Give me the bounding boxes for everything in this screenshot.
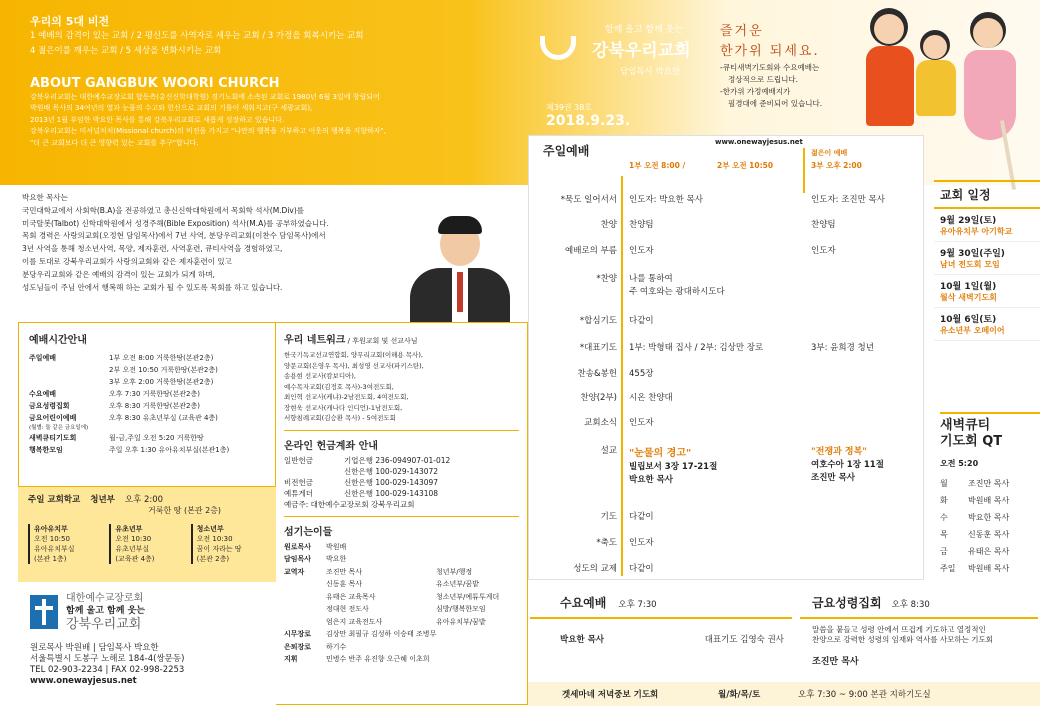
church-id [30,592,270,687]
offering-key: 비전헌금 [284,477,313,487]
offering-account: 기업은행 236-094907-01-012 [344,455,451,465]
church-schedule [934,180,1040,341]
dept-floor: (본관 1층) [34,555,67,563]
offering-key: 예튜게더 [284,488,313,498]
part3-label: 3부 오후 2:00 [811,161,862,170]
wed-time: 오후 7:30 [618,600,657,610]
bio-line: 성도님들이 주님 안에서 행복해 하는 교회가 될 수 있도록 목회를 하고 있습니다. [22,282,283,292]
bio-line: 미국탈봇(Talbot) 신학대학원에서 성경주해(Bible Exposition) 석사(M.A)를 공부하였습니다. [22,218,329,228]
youth-place: 거룩한 땅 (본관 2층) [148,506,222,515]
order-label: *합심기도 [579,316,617,326]
event-date: 10월 6일(토) [940,315,997,325]
sunday-school-box [18,487,276,582]
staff-name: 유태은 교육목사 [326,592,376,601]
qt-day: 금 [940,547,948,556]
qt-leader: 박요한 목사 [968,513,1010,522]
order-content: 다같이 [629,316,654,326]
worship-row [29,388,265,400]
offering-holder: 예금주: 대한예수교장로회 강북우리교회 [284,499,415,509]
staff-role: 담임목사 [284,555,312,563]
issue-info [546,102,630,129]
sermon-preacher: 박요한 목사 [629,475,674,485]
order-content: 인도자: 박요한 목사 [629,195,703,205]
fri-time: 오후 8:30 [891,600,930,610]
sermon-title: "눈물의 경고" [629,448,692,459]
sermon-scripture: 빌립보서 3장 17-21절 [629,462,718,472]
about-line: 강북우리교회는 미셔널처치(Missional church)의 비전을 가지고 "나만의 행복을 거부하고 이웃의 행복을 지향하자", [30,127,387,135]
staff-name: 엄은지 교육전도사 [326,617,383,626]
event-date: 9월 29일(토) [940,216,997,226]
worship-times-title: 예배시간안내 [29,335,87,346]
event-date: 10월 1일(월) [940,282,997,292]
church-id-logo [30,592,270,631]
schedule-title: 교회 일정 [934,180,1040,209]
order-label: *축도 [596,538,617,548]
church-pastors: 원로목사 박원배 | 담임목사 박요한 [30,643,159,653]
gethsemane-days: 월/화/목/토 [718,690,761,700]
youth-time: 오후 2:00 [124,495,164,505]
order-content-3: 3부: 윤희경 청년 [811,343,874,353]
order-label: 찬양 [600,220,617,230]
offering-account: 신한은행 100-029-143072 [344,466,439,476]
chuseok-note: 필경대에 준비되어 있습니다. [728,99,823,108]
dept-time: 오전 10:30 [115,535,152,543]
worship-row [29,432,265,444]
order-label: 기도 [600,512,617,522]
fri-desc: 말씀을 붙들고 성령 안에서 뜨겁게 기도하고 열정적인 [812,625,986,634]
qt-day: 목 [940,530,948,539]
schedule-event [934,242,1040,275]
church-address: 서울특별시 도봉구 노해로 184-4(쌍문동) [30,654,185,664]
order-title: 주일예배 [543,144,590,158]
staff-duty: 청소년부/예튜투게더 [436,592,500,601]
sermon-scripture-3: 여호수아 1장 11절 [811,460,884,470]
network-line: 예수목자교회(김정호 목사)-3여전도회, [284,382,394,391]
order-content-3: 찬양팀 [811,220,836,230]
order-content-3: 인도자 [811,246,836,256]
order-content-3: 인도자: 조진만 목사 [811,195,885,205]
fri-title: 금요성령집회 [812,596,882,610]
dept-place: 유아유치부실 [34,545,75,553]
worship-row-key [29,376,109,388]
qt-subtitle: 기도회 QT [940,434,1003,449]
church-slogan: 함께 울고 함께 웃는 [66,606,145,616]
vision-line: 4 젊은이를 깨우는 교회 / 5 세상을 변화시키는 교회 [30,46,222,56]
bio-line: 국민대학교에서 사회학(B.A)을 전공하였고 총신신학대학원에서 목회학 석사(M.Div)를 [22,205,305,215]
network-subtitle: / 후원교회 및 선교사님 [347,337,418,345]
chuseok-greeting [720,22,860,110]
about-line: "더 큰 교회보다 더 큰 영향력 있는 교회를 추구"합니다. [30,138,199,147]
order-content: 시온 찬양대 [629,393,673,403]
worship-row [29,352,265,364]
vision-title: 우리의 5대 비전 [30,15,110,28]
network-line: 장현욱 선교사(캐나다 인디언)-1남전도회, [284,403,403,412]
offering-account: 신한은행 100-029-143097 [344,477,439,487]
church-name: 강북우리교회 [66,617,142,632]
sunday-order [528,135,924,580]
staff-role: 은퇴장로 [284,642,312,651]
chuseok-note: -큐티새벽기도회와 수요예배는 [720,63,820,72]
order-content: 1부: 박형태 집사 / 2부: 김상만 장로 [629,343,764,353]
fri-header [800,590,1038,619]
qt-leader: 신동훈 목사 [968,530,1010,539]
pastor-photo [400,210,520,322]
church-denomination: 대한예수교장로회 [66,593,144,604]
school-header [28,493,266,505]
sermon-title-3: "전쟁과 정복" [811,447,867,457]
website-link[interactable]: www.onewayjesus.net [715,138,803,146]
worship-row-key: (월별: 둘 같은 금요일에) [29,425,89,431]
worship-row [29,444,265,456]
dept-floor: (본관 2층) [196,555,230,563]
family-illustration-icon [860,0,1040,150]
school-title: 주일 교회학교 [28,495,81,505]
qt-day: 화 [940,496,948,505]
staff-duty: 심방/행복한모임 [436,605,486,613]
worship-row-key [29,364,109,376]
chuseok-line: 한가위 되세요. [720,44,820,59]
bio-line: 3년 사역을 통해 청소년사역, 목양, 제자훈련, 사역훈련, 큐티사역을 경험하였고, [22,244,283,254]
order-label: 설교 [600,446,617,456]
wed-preacher: 박요한 목사 [560,635,605,645]
staff-name: 민병수 반주 유진향 오근혜 이초희 [326,655,430,663]
qt-time: 오전 5:20 [940,459,979,468]
worship-row-value: 오후 7:30 거룩한땅(본관2층) [109,390,200,398]
qt-day: 월 [940,479,948,488]
worship-row-key: 금요어린이예배 [29,414,77,422]
qt-leader: 박원배 목사 [968,496,1010,505]
order-label: 찬송&봉헌 [577,369,617,379]
network-line: 최인혁 선교사(케냐)-2남전도회, 4여전도회, [284,393,409,401]
about-line: 강북우리교회는 대한예수교장로회 합동측(총신신학대학원) 경기노회에 소속된 교회로 1980년 6월 3일에 창립되어 [30,92,380,101]
staff-list [284,541,519,666]
vision-section [30,14,520,59]
order-label: 찬양(2부) [580,393,617,403]
staff-duty: 유소년부/꿈밭 [436,580,479,588]
order-content: 다같이 [629,564,654,574]
network-header [284,331,519,346]
worship-row-key: 새벽큐티기도회 [29,434,77,442]
network-line: 한국기독교선교연합회, 양무리교회(이해용 목사), [284,351,423,359]
church-web-link[interactable]: www.onewayjesus.net [30,676,137,686]
offering-key [284,466,344,477]
church-tel: TEL 02-903-2234 | FAX 02-998-2253 [30,665,185,675]
worship-row-value: 주일 오후 1:30 유아유치부실(본관1층) [109,446,230,454]
worship-row-value: 오후 8:30 유초년부실 (교육관 4층) [109,414,218,422]
event-desc: 유소년부 오떼이어 [940,326,1005,335]
staff-name: 정대현 전도사 [326,605,369,613]
about-title: ABOUT GANGBUK WOORI CHURCH [30,76,280,91]
bio-line: 분당우리교회와 같은 예배의 감격이 있는 교회가 되게 하며, [22,269,215,279]
worship-row [29,424,265,432]
part2-label: 2부 오전 10:50 [717,161,774,170]
qt-day: 주일 [940,564,956,573]
event-desc: 남녀 전도회 모임 [940,260,1000,269]
pastor-bio [22,192,422,294]
header-logo [540,22,720,77]
dept-name: 유아유치부 [34,525,68,533]
staff-name: 박원배 [326,542,347,551]
staff-name: 김상만 최필규 김성하 이승태 조병무 [326,630,437,638]
wed-prayer: 대표기도 김영숙 권사 [704,635,784,645]
bio-line: 박요한 목사는 [22,193,68,202]
staff-duty: 청년부/행정 [436,567,473,576]
schedule-event [934,209,1040,242]
order-label: 예배로의 부름 [565,246,617,256]
order-content: 인도자 [629,418,654,428]
worship-row-value: 3부 오후 2:00 거룩한땅(본관2층) [109,378,214,386]
offering-key: 일반헌금 [284,455,313,465]
order-label: *찬양 [596,274,617,284]
order-content: 455장 [629,369,654,379]
order-content: 인도자 [629,246,654,256]
bio-line: 목회 경력은 사랑의교회(오정현 담임목사)에서 7년 사역, 분당우리교회(이찬수 담임목사)에서 [22,231,326,241]
order-content: 다같이 [629,512,654,522]
qt-leader: 박원배 목사 [968,564,1010,573]
worship-row [29,376,265,388]
school-dept [109,524,184,564]
staff-name: 박요한 [326,555,347,563]
dept-time: 오전 10:50 [34,535,70,543]
issue-number: 제39권 38호 [546,103,593,112]
staff-title: 섬기는이들 [284,526,333,538]
dept-place: 유초년부실 [115,545,150,553]
network-line: 양문교회(은영우 목사), 최성영 선교사(파키스탄), [284,361,424,370]
friday-service [800,590,1038,680]
order-content: 주 여호와는 광대하시도다 [629,287,725,297]
staff-role: 교역자 [284,567,305,576]
cross-logo-icon [30,595,58,629]
worship-row-key: 금요성령집회 [29,402,70,410]
dept-place: 꿈이 자라는 땅 [196,545,242,553]
vision-line: 1 예배의 감격이 있는 교회 / 2 평신도를 사역자로 세우는 교회 / 3 가정을 회복시키는 교회 [30,31,364,41]
schedule-event [934,308,1040,341]
worship-row-key: 수요예배 [29,390,57,398]
wed-title: 수요예배 [560,596,607,610]
event-desc: 월삭 새벽기도회 [940,293,997,302]
qt-leader: 유태은 목사 [968,547,1010,556]
worship-row [29,412,265,424]
dept-floor: (교육관 4층) [115,555,155,563]
worship-row-key: 행복한모임 [29,446,63,454]
staff-role [284,578,326,591]
order-label: 교회소식 [584,418,617,428]
youth-label: 청년부 [90,495,115,505]
fri-desc: 찬양으로 강력한 성령의 임재와 역사를 사모하는 기도회 [812,635,993,644]
worship-row-value: 월-금,주일 오전 5:20 거룩한땅 [109,434,204,442]
worship-row [29,400,265,412]
order-label: *묵도 일어서서 [560,195,617,205]
chuseok-line: 즐거운 [720,24,764,39]
school-dept [191,524,266,564]
offering-list [284,455,519,510]
staff-name: 조진만 목사 [326,567,363,576]
gethsemane-title: 겟세마네 저녁중보 기도회 [562,690,659,700]
event-date: 9월 30일(주일) [940,249,1005,259]
staff-role [284,616,326,629]
staff-role [284,603,326,616]
worship-row-value: 2부 오전 10:50 거룩한땅(본관2층) [109,366,218,374]
network-line: 송용현 선교사(캄보디아), [284,372,356,380]
school-depts [28,524,266,564]
staff-role: 시무장로 [284,630,312,638]
worship-times-box [18,322,276,487]
about-line: 박원배 목사의 34여년의 열과 눈물의 수고와 헌신으로 교회의 기틀이 세워지고(구 세광교회), [30,104,313,112]
part3-top-label: 젊은이 예배 [811,149,848,157]
chuseok-note: -한가위 가정예배지가 [720,87,791,96]
wed-body [530,619,792,645]
part1-label: 1부 오전 8:00 / [629,161,686,170]
dept-time: 오전 10:30 [196,535,233,543]
issue-date: 2018.9.23. [546,113,631,129]
sermon-preacher-3: 조진만 목사 [811,473,856,483]
offering-account: 신한은행 100-029-143108 [344,488,439,498]
worship-row-value: 1부 오전 8:00 거룩한땅(본관2층) [109,354,214,362]
dept-name: 유초년부 [115,525,143,533]
wed-header [530,590,792,619]
staff-role: 지휘 [284,655,298,663]
dept-name: 청소년부 [196,525,224,533]
chuseok-note: 정상적으로 드립니다. [728,75,798,84]
staff-name: 신동훈 목사 [326,580,363,588]
header-slogan: 함께 울고 함께 웃는 [604,25,684,35]
order-content: 인도자 [629,538,654,548]
qt-leader: 조진만 목사 [968,479,1010,488]
dawn-qt [934,412,1040,577]
worship-row-key: 주일예배 [29,354,57,362]
network-list [284,350,519,424]
staff-role [284,591,326,604]
order-content: 찬양팀 [629,220,654,230]
order-label: 성도의 교제 [573,564,617,574]
network-box [276,322,528,705]
network-line: 서향침례교회(김승환 목사) - 5여전도회 [284,414,396,422]
fri-body [800,619,1038,667]
schedule-event [934,275,1040,308]
order-label: *대표기도 [579,343,617,353]
header-pastor: 담임목사 박요한 [620,67,681,77]
worship-row-value: 오후 8:30 거룩한땅(본관2층) [109,402,200,410]
order-content: 나를 통하여 [629,274,673,284]
bio-line: 이를 토대로 강북우리교회가 사랑의교회와 같은 제자훈련이 있고 [22,256,232,266]
staff-name: 하기수 [326,642,347,651]
network-title: 우리 네트워크 [284,335,346,346]
staff-duty: 유아유치부/꿈밭 [436,617,486,626]
worship-row [29,364,265,376]
church-contact [30,643,270,687]
qt-day: 수 [940,513,948,522]
header-church-name: 강북우리교회 [592,41,691,61]
offering-title: 온라인 헌금계좌 안내 [284,440,378,452]
about-section [30,78,520,149]
fri-preacher: 조진만 목사 [812,657,859,667]
staff-role: 원로목사 [284,542,312,551]
wednesday-service [530,590,792,680]
about-line: 2013년 1월 부임한 박요한 목사를 통해 강북우리교회로 새롭게 성장하고 있습니다. [30,115,285,124]
school-dept [28,524,103,564]
qt-title: 새벽큐티 [940,412,1040,434]
gethsemane-detail: 오후 7:30 ~ 9:00 본관 지하기도실 [798,690,931,700]
event-desc: 유아유치부 아기학교 [940,227,1013,236]
gethsemane-prayer-bar [528,682,1040,706]
